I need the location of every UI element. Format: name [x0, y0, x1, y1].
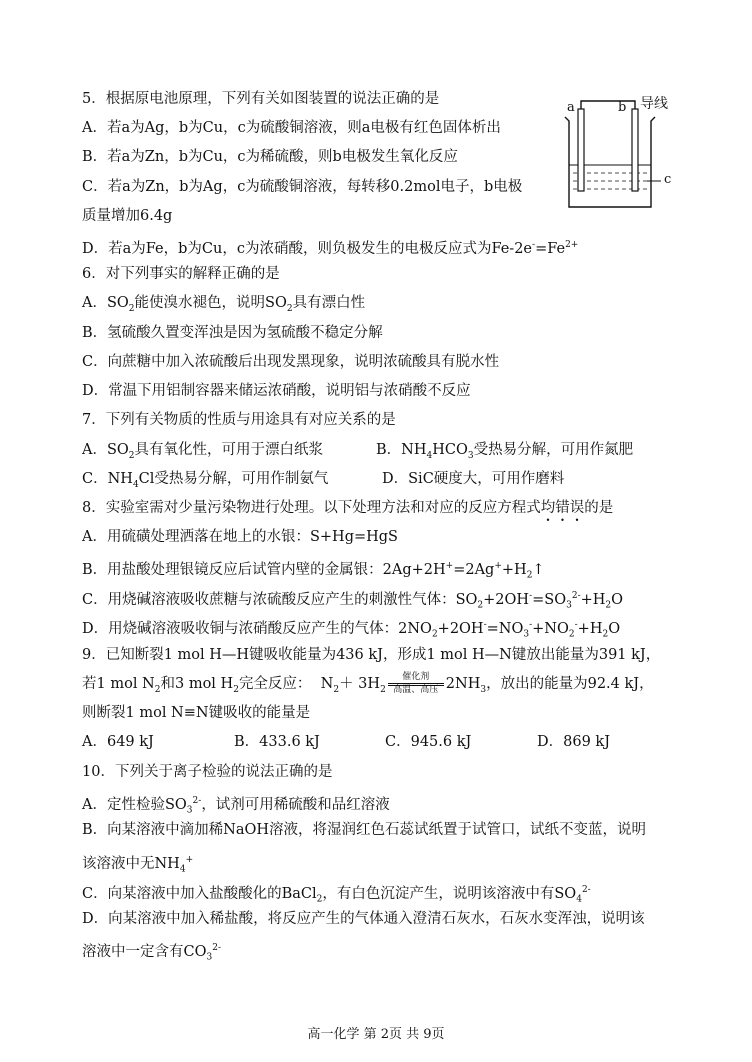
- q10-option-b-line1: B．向某溶液中滴加稀NaOH溶液，将湿润红色石蕊试纸置于试管口，试纸不变蓝，说明: [82, 822, 647, 838]
- q5-option-b: B．若a为Zn，b为Cu，c为稀硫酸，则b电极发生氧化反应: [82, 149, 458, 165]
- electrode-a-label: a: [567, 100, 575, 115]
- q7-option-b: B．$NH_4HCO_3$受热易分解，可用作氮肥: [376, 442, 634, 461]
- q10-option-c: C．向某溶液中加入盐酸酸化的BaCl$_2$，有白色沉淀产生，说明该溶液中有$SO_4^{2-}$: [82, 885, 591, 905]
- q6-option-a: A．$SO_2$能使溴水褪色，说明$SO_2$具有漂白性: [82, 295, 366, 314]
- reversible-arrow: 催化剂 高温、高压: [386, 674, 446, 694]
- q5-stem: 5．根据原电池原理，下列有关如图装置的说法正确的是: [82, 91, 440, 107]
- q10-stem: 10．下列关于离子检验的说法正确的是: [82, 764, 333, 780]
- q5-option-c-line2: 质量增加6.4g: [82, 208, 173, 224]
- q8-option-b: B．用盐酸处理银镜反应后试管内壁的金属银：$2Ag+2H^+=2Ag^++H_2↑$: [82, 561, 545, 581]
- q9-line2: 若1 mol $N_2$和3 mol $H_2$完全反应： $N_2+ 3H_2$ 催化剂 高温、高压 $2NH_3$，放出的能量为92.4 kJ，: [82, 672, 654, 695]
- q10-option-b-line2: 该溶液中无$NH_4^+$: [82, 855, 194, 875]
- q7-option-c: C．$NH_4Cl$受热易分解，可用作制氨气: [82, 471, 329, 490]
- reaction-equation: $N_2+ 3H_2$ 催化剂 高温、高压 $2NH_3$: [320, 672, 487, 695]
- q7-stem: 7．下列有关物质的性质与用途具有对应关系的是: [82, 412, 396, 428]
- q9-option-a: A．649 kJ: [82, 734, 154, 750]
- q10-option-a: A．定性检验$SO_3^{2-}$，试剂可用稀硫酸和品红溶液: [82, 796, 390, 816]
- solution-c-label: c: [664, 172, 672, 187]
- q7-option-a: A．$SO_2$具有氧化性，可用于漂白纸浆: [82, 442, 324, 461]
- q8-option-c: C．用烧碱溶液吸收蔗糖与浓硫酸反应产生的刺激性气体：$SO_2+2OH^-=SO_3^{2-}+H_2O$: [82, 591, 624, 611]
- q6-stem: 6．对下列事实的解释正确的是: [82, 266, 280, 282]
- q6-option-b: B．氢硫酸久置变浑浊是因为氢硫酸不稳定分解: [82, 325, 383, 341]
- electrode-b-label: b: [618, 100, 627, 115]
- q7-option-d: D．SiC硬度大，可用作磨料: [382, 471, 565, 487]
- q9-line1: 9．已知断裂1 mol H—H键吸收能量为436 kJ，形成1 mol H—N键放出能量为391 kJ，: [82, 647, 661, 663]
- wire-label: 导线: [640, 96, 668, 112]
- q6-option-d: D．常温下用铝制容器来储运浓硝酸，说明铝与浓硝酸不反应: [82, 383, 471, 399]
- q5-option-a: A．若a为Ag，b为Cu，c为硫酸铜溶液，则a电极有红色固体析出: [82, 120, 501, 136]
- q8-option-a: A．用硫磺处理洒落在地上的水银：S+Hg=HgS: [82, 529, 398, 545]
- q5-option-d: D．若a为Fe，b为Cu，c为浓硝酸，则负极发生的电极反应式为$Fe-2e^-=Fe^{2+}$: [82, 240, 579, 257]
- q8-option-d: D．用烧碱溶液吸收铜与浓硝酸反应产生的气体：$2NO_2+2OH^-=NO_3^-+NO_2^-+H_2O$: [82, 620, 621, 640]
- q9-line3: 则断裂1 mol N≡N键吸收的能量是: [82, 705, 311, 721]
- q5-option-c-line1: C．若a为Zn，b为Ag，c为硫酸铜溶液，每转移0.2mol电子，b电极: [82, 179, 523, 195]
- q9-option-d: D．869 kJ: [537, 734, 611, 750]
- q9-option-b: B．433.6 kJ: [234, 734, 320, 750]
- q8-stem: 8．实验室需对少量污染物进行处理。以下处理方法和对应的反应方程式均错误的是: [82, 500, 614, 516]
- q6-option-c: C．向蔗糖中加入浓硫酸后出现发黑现象，说明浓硫酸具有脱水性: [82, 354, 500, 370]
- page-footer: 高一化学 第 2页 共 9页: [307, 1027, 445, 1042]
- q9-option-c: C．945.6 kJ: [385, 734, 472, 750]
- q10-option-d-line2: 溶液中一定含有$CO_3^{2-}$: [82, 943, 221, 963]
- q10-option-d-line1: D．向某溶液中加入稀盐酸，将反应产生的气体通入澄清石灰水，石灰水变浑浊，说明该: [82, 911, 645, 927]
